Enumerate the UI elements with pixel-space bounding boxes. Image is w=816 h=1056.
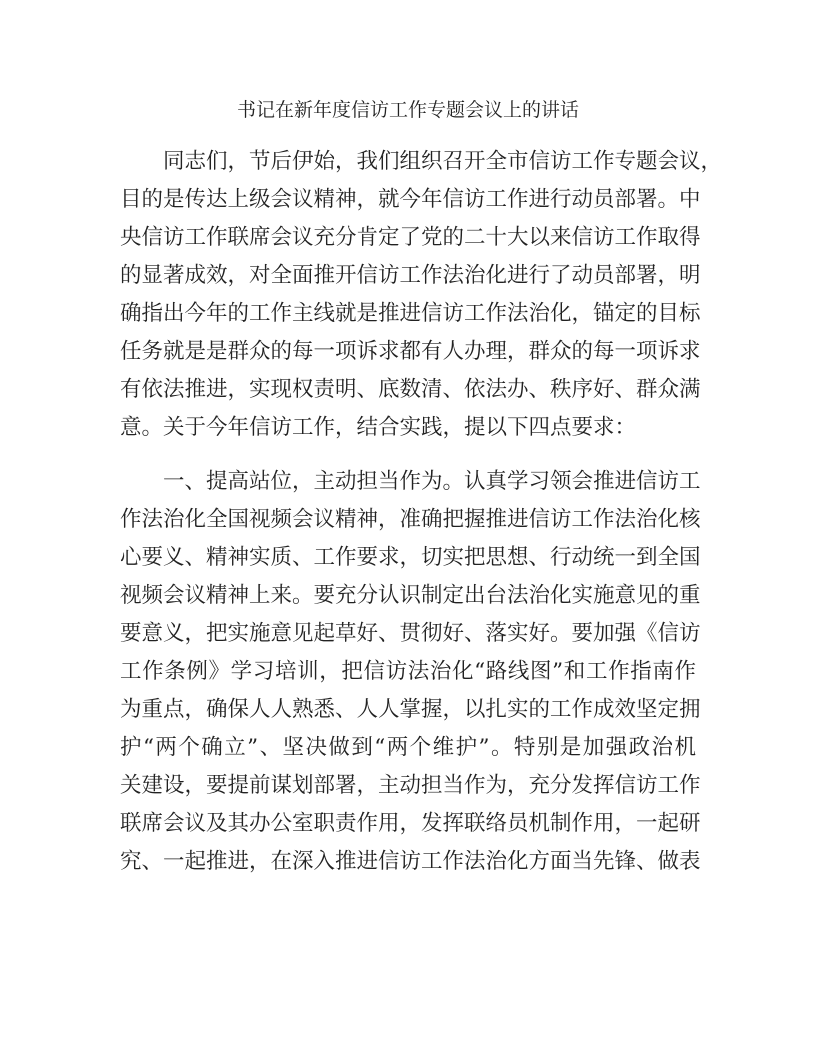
text-line: 的显著成效，对全面推开信访工作法治化进行了动员部署，明 — [120, 263, 701, 288]
paragraph-1 — [120, 143, 723, 447]
text-line: 任务就是是群众的每一项诉求都有人办理，群众的每一项诉求 — [120, 339, 701, 364]
text-line: 联席会议及其办公室职责作用，发挥联络员机制作用，一起研 — [120, 811, 701, 836]
text-line: 一、提高站位，主动担当作为。认真学习领会推进信访工 — [163, 469, 701, 494]
text-line: 视频会议精神上来。要充分认识制定出台法治化实施意见的重 — [120, 583, 701, 608]
text-line: 同志们，节后伊始，我们组织召开全市信访工作专题会议， — [163, 149, 723, 174]
text-line: 意。关于今年信访工作，结合实践，提以下四点要求： — [120, 415, 637, 440]
text-line: 作法治化全国视频会议精神，准确把握推进信访工作法治化核 — [120, 507, 701, 532]
text-line: 有依法推进，实现权责明、底数清、依法办、秩序好、群众满 — [120, 377, 701, 402]
text-line: 护“两个确立”、坚决做到“两个维护”。特别是加强政治机 — [120, 735, 696, 760]
document-title: 书记在新年度信访工作专题会议上的讲话 — [236, 99, 579, 121]
text-line: 心要义、精神实质、工作要求，切实把思想、行动统一到全国 — [120, 545, 701, 570]
text-line: 为重点，确保人人熟悉、人人掌握，以扎实的工作成效坚定拥 — [120, 697, 701, 722]
text-line: 央信访工作联席会议充分肯定了党的二十大以来信访工作取得 — [120, 225, 701, 250]
text-line: 工作条例》学习培训，把信访法治化“路线图”和工作指南作 — [120, 659, 696, 684]
paragraph-2 — [120, 463, 701, 881]
text-line: 究、一起推进，在深入推进信访工作法治化方面当先锋、做表 — [120, 849, 701, 874]
text-line: 确指出今年的工作主线就是推进信访工作法治化，锚定的目标 — [120, 301, 701, 326]
text-line: 关建设，要提前谋划部署，主动担当作为，充分发挥信访工作 — [120, 773, 701, 798]
text-line: 目的是传达上级会议精神，就今年信访工作进行动员部署。中 — [120, 187, 701, 212]
text-line: 要意义，把实施意见起草好、贯彻好、落实好。要加强《信访 — [120, 621, 701, 646]
